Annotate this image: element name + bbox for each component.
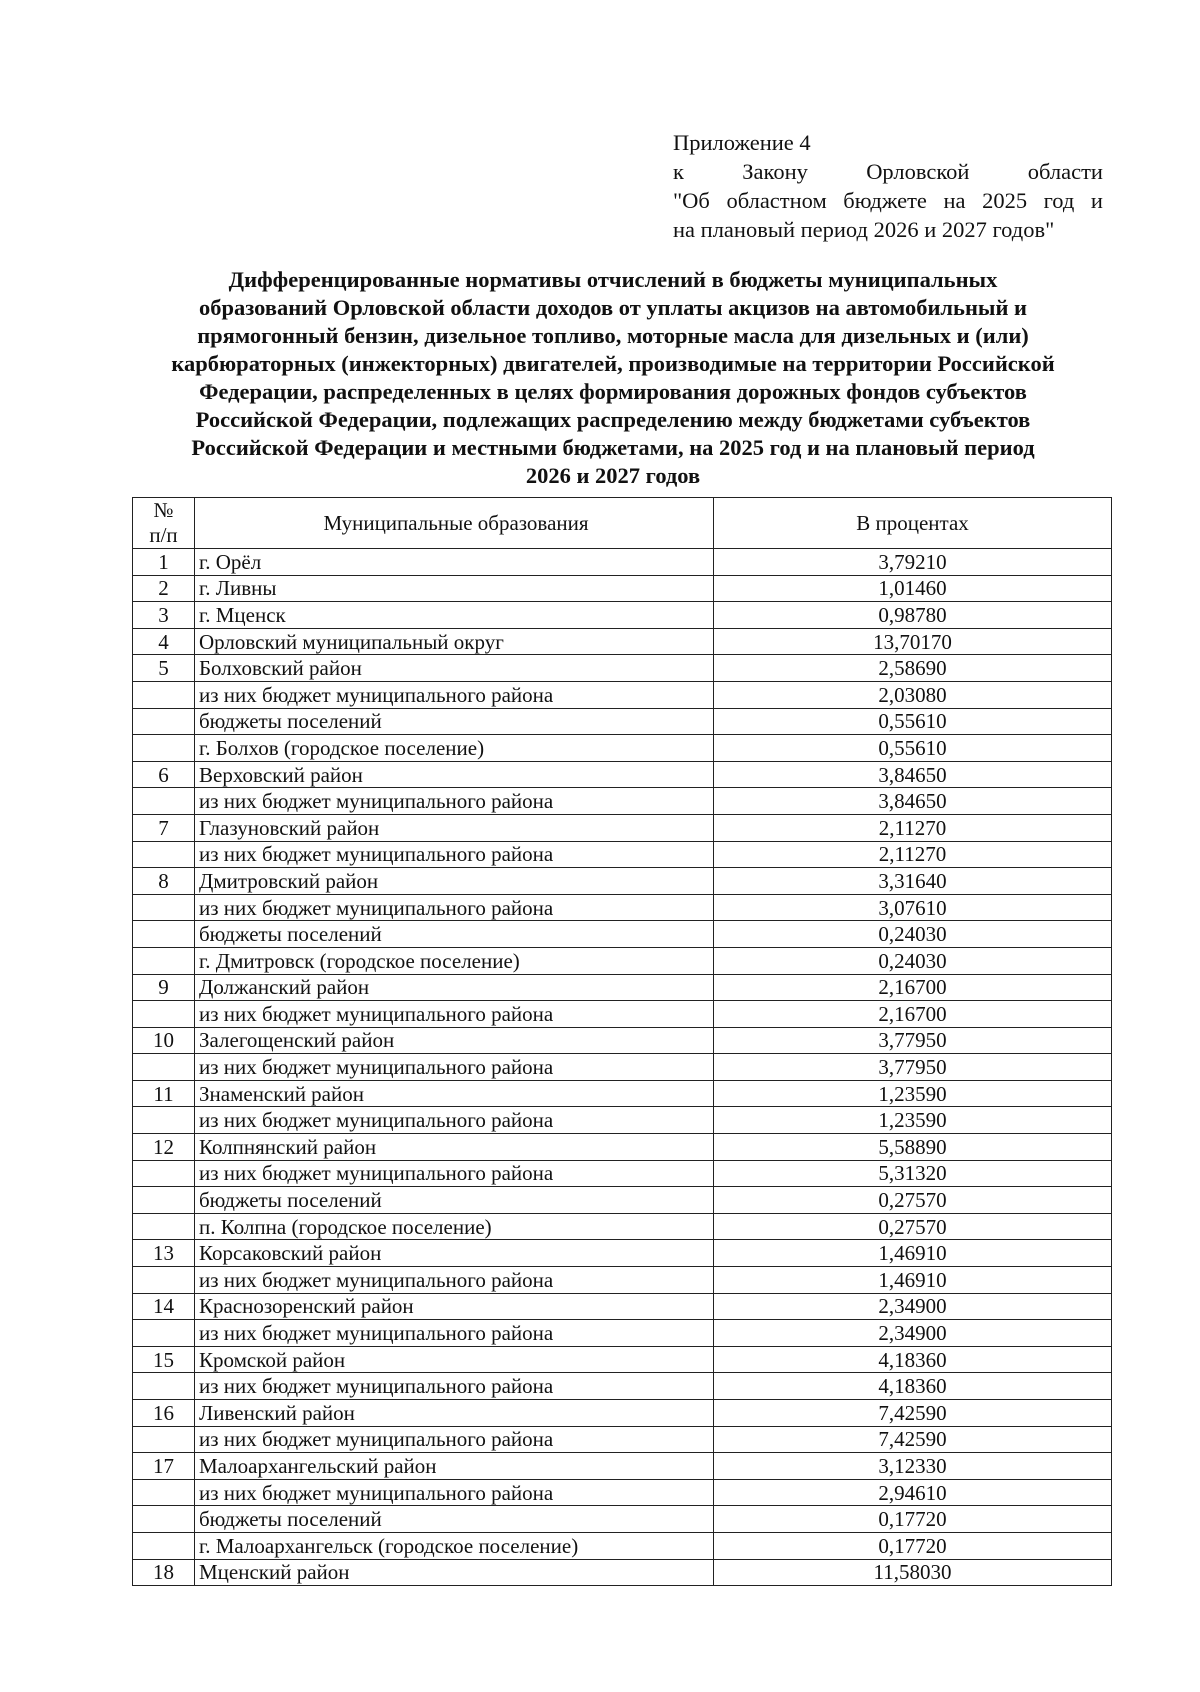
appendix-word: к — [673, 159, 684, 184]
table-row — [133, 1160, 1112, 1187]
row-percent: 2,16700 — [714, 974, 1112, 1001]
header-number-abbr: п/п — [149, 523, 178, 547]
row-percent: 13,70170 — [714, 628, 1112, 655]
row-percent: 1,46910 — [714, 1240, 1112, 1267]
table-row — [133, 788, 1112, 815]
row-municipality: Колпнянский район — [195, 1134, 714, 1161]
norms-table — [132, 497, 1112, 1586]
row-percent: 0,55610 — [714, 708, 1112, 735]
row-percent: 2,94610 — [714, 1479, 1112, 1506]
row-municipality: бюджеты поселений — [195, 1187, 714, 1214]
title-line: Российской Федерации, подлежащих распределению между бюджетами субъектов — [195, 407, 1031, 432]
row-municipality: Кромской район — [195, 1346, 714, 1373]
appendix-word: 2025 — [982, 188, 1028, 213]
row-percent: 5,58890 — [714, 1134, 1112, 1161]
row-percent: 2,03080 — [714, 681, 1112, 708]
table-row — [133, 921, 1112, 948]
row-percent: 3,12330 — [714, 1453, 1112, 1480]
row-municipality: из них бюджет муниципального района — [195, 788, 714, 815]
row-number: 2 — [133, 575, 195, 602]
row-number: 11 — [133, 1080, 195, 1107]
row-percent: 0,24030 — [714, 947, 1112, 974]
row-percent: 3,79210 — [714, 549, 1112, 576]
row-percent: 7,42590 — [714, 1426, 1112, 1453]
row-percent: 4,18360 — [714, 1373, 1112, 1400]
table-row — [133, 1373, 1112, 1400]
row-percent: 11,58030 — [714, 1559, 1112, 1586]
row-number — [133, 1426, 195, 1453]
row-percent: 1,23590 — [714, 1080, 1112, 1107]
row-percent: 0,27570 — [714, 1213, 1112, 1240]
row-number: 9 — [133, 974, 195, 1001]
table-row — [133, 628, 1112, 655]
table-row — [133, 1027, 1112, 1054]
appendix-word: области — [1027, 159, 1103, 184]
table-row — [133, 1400, 1112, 1427]
title-line: карбюраторных (инжекторных) двигателей, производимые на территории Российской — [171, 351, 1055, 376]
row-number: 4 — [133, 628, 195, 655]
row-municipality: из них бюджет муниципального района — [195, 1001, 714, 1028]
title-line: Дифференцированные нормативы отчислений в бюджеты муниципальных — [228, 267, 998, 292]
table-row — [133, 708, 1112, 735]
row-percent: 2,34900 — [714, 1293, 1112, 1320]
row-municipality: из них бюджет муниципального района — [195, 1160, 714, 1187]
row-percent: 2,11270 — [714, 841, 1112, 868]
row-number: 14 — [133, 1293, 195, 1320]
row-number — [133, 1001, 195, 1028]
row-municipality: Глазуновский район — [195, 814, 714, 841]
title-line: Российской Федерации и местными бюджетами, на 2025 год и на плановый период — [191, 435, 1035, 460]
row-number — [133, 1160, 195, 1187]
document-title — [120, 266, 1106, 490]
row-municipality: Краснозоренский район — [195, 1293, 714, 1320]
row-percent: 3,84650 — [714, 761, 1112, 788]
row-percent: 0,17720 — [714, 1532, 1112, 1559]
table-row — [133, 1001, 1112, 1028]
row-number — [133, 1054, 195, 1081]
appendix-word: бюджете — [843, 188, 927, 213]
row-municipality: из них бюджет муниципального района — [195, 1426, 714, 1453]
row-number: 17 — [133, 1453, 195, 1480]
table-row — [133, 1506, 1112, 1533]
row-percent: 2,11270 — [714, 814, 1112, 841]
row-municipality: п. Колпна (городское поселение) — [195, 1213, 714, 1240]
table-row — [133, 841, 1112, 868]
appendix-word: Орловской — [866, 159, 970, 184]
table-row — [133, 575, 1112, 602]
table-row — [133, 1346, 1112, 1373]
row-percent: 1,23590 — [714, 1107, 1112, 1134]
row-municipality: Верховский район — [195, 761, 714, 788]
row-municipality: из них бюджет муниципального района — [195, 1479, 714, 1506]
row-number — [133, 921, 195, 948]
row-number — [133, 947, 195, 974]
row-number — [133, 735, 195, 762]
table-row — [133, 947, 1112, 974]
row-number: 3 — [133, 602, 195, 629]
row-number — [133, 841, 195, 868]
row-municipality: Ливенский район — [195, 1400, 714, 1427]
row-number — [133, 681, 195, 708]
row-number — [133, 1506, 195, 1533]
row-percent: 0,55610 — [714, 735, 1112, 762]
table-row — [133, 1213, 1112, 1240]
row-number: 15 — [133, 1346, 195, 1373]
row-percent: 0,17720 — [714, 1506, 1112, 1533]
row-municipality: г. Болхов (городское поселение) — [195, 735, 714, 762]
row-percent: 3,77950 — [714, 1054, 1112, 1081]
header-percent: В процентах — [714, 498, 1112, 549]
table-row — [133, 1187, 1112, 1214]
row-percent: 5,31320 — [714, 1160, 1112, 1187]
row-percent: 3,84650 — [714, 788, 1112, 815]
row-number — [133, 1187, 195, 1214]
row-percent: 7,42590 — [714, 1400, 1112, 1427]
row-number — [133, 788, 195, 815]
row-number: 10 — [133, 1027, 195, 1054]
table-row — [133, 602, 1112, 629]
row-municipality: из них бюджет муниципального района — [195, 681, 714, 708]
appendix-word: и — [1090, 188, 1103, 213]
row-number — [133, 1213, 195, 1240]
row-number: 18 — [133, 1559, 195, 1586]
row-municipality: из них бюджет муниципального района — [195, 1373, 714, 1400]
appendix-header — [673, 128, 1103, 244]
appendix-word: на — [943, 188, 966, 213]
table-row — [133, 814, 1112, 841]
table-row — [133, 1107, 1112, 1134]
title-line: Федерации, распределенных в целях формирования дорожных фондов субъектов — [199, 379, 1027, 404]
row-percent: 3,31640 — [714, 868, 1112, 895]
row-number: 12 — [133, 1134, 195, 1161]
table-row — [133, 1453, 1112, 1480]
row-municipality: бюджеты поселений — [195, 708, 714, 735]
row-municipality: Мценский район — [195, 1559, 714, 1586]
row-number: 13 — [133, 1240, 195, 1267]
row-percent: 0,24030 — [714, 921, 1112, 948]
row-number: 8 — [133, 868, 195, 895]
table-row — [133, 868, 1112, 895]
row-number — [133, 1532, 195, 1559]
row-municipality: г. Ливны — [195, 575, 714, 602]
row-municipality: Корсаковский район — [195, 1240, 714, 1267]
row-municipality: г. Малоархангельск (городское поселение) — [195, 1532, 714, 1559]
row-municipality: из них бюджет муниципального района — [195, 1320, 714, 1347]
header-municipality: Муниципальные образования — [195, 498, 714, 549]
table-row — [133, 1426, 1112, 1453]
row-percent: 1,01460 — [714, 575, 1112, 602]
appendix-number: Приложение 4 — [673, 130, 811, 155]
row-municipality: Дмитровский район — [195, 868, 714, 895]
table-row — [133, 549, 1112, 576]
row-percent: 0,98780 — [714, 602, 1112, 629]
row-number: 7 — [133, 814, 195, 841]
table-row — [133, 735, 1112, 762]
row-municipality: бюджеты поселений — [195, 1506, 714, 1533]
row-municipality: Болховский район — [195, 655, 714, 682]
table-row — [133, 1267, 1112, 1294]
row-municipality: Залегощенский район — [195, 1027, 714, 1054]
title-line: образований Орловской области доходов от уплаты акцизов на автомобильный и — [198, 295, 1028, 320]
header-number-symbol: № — [153, 498, 174, 522]
table-body — [133, 549, 1112, 1586]
row-municipality: из них бюджет муниципального района — [195, 1107, 714, 1134]
row-municipality: Должанский район — [195, 974, 714, 1001]
row-percent: 4,18360 — [714, 1346, 1112, 1373]
row-municipality: Малоархангельский район — [195, 1453, 714, 1480]
row-municipality: Орловский муниципальный округ — [195, 628, 714, 655]
row-municipality: из них бюджет муниципального района — [195, 894, 714, 921]
table-row — [133, 1479, 1112, 1506]
row-number — [133, 708, 195, 735]
table-row — [133, 1240, 1112, 1267]
row-municipality: г. Дмитровск (городское поселение) — [195, 947, 714, 974]
appendix-word: Закону — [742, 159, 808, 184]
row-percent: 3,77950 — [714, 1027, 1112, 1054]
table-row — [133, 1293, 1112, 1320]
row-number — [133, 894, 195, 921]
table-row — [133, 974, 1112, 1001]
appendix-law-title-line — [673, 186, 1103, 215]
appendix-word: "Об — [673, 188, 710, 213]
row-percent: 2,16700 — [714, 1001, 1112, 1028]
row-number — [133, 1479, 195, 1506]
row-municipality: из них бюджет муниципального района — [195, 1267, 714, 1294]
table-row — [133, 655, 1112, 682]
row-number — [133, 1107, 195, 1134]
row-municipality: г. Мценск — [195, 602, 714, 629]
appendix-word: областном — [726, 188, 827, 213]
row-municipality: Знаменский район — [195, 1080, 714, 1107]
row-percent: 0,27570 — [714, 1187, 1112, 1214]
title-line: 2026 и 2027 годов — [525, 463, 701, 488]
row-percent: 2,58690 — [714, 655, 1112, 682]
table-header-row — [133, 498, 1112, 549]
row-municipality: г. Орёл — [195, 549, 714, 576]
row-percent: 2,34900 — [714, 1320, 1112, 1347]
row-number: 16 — [133, 1400, 195, 1427]
title-line: прямогонный бензин, дизельное топливо, моторные масла для дизельных и (или) — [197, 323, 1029, 348]
row-number: 1 — [133, 549, 195, 576]
row-number — [133, 1373, 195, 1400]
row-number: 6 — [133, 761, 195, 788]
header-number — [133, 498, 195, 549]
appendix-word: год — [1043, 188, 1075, 213]
table-row — [133, 1532, 1112, 1559]
row-number: 5 — [133, 655, 195, 682]
table-row — [133, 1559, 1112, 1586]
table-row — [133, 761, 1112, 788]
appendix-law-line — [673, 157, 1103, 186]
row-percent: 1,46910 — [714, 1267, 1112, 1294]
row-number — [133, 1267, 195, 1294]
row-percent: 3,07610 — [714, 894, 1112, 921]
row-municipality: бюджеты поселений — [195, 921, 714, 948]
row-number — [133, 1320, 195, 1347]
table-row — [133, 894, 1112, 921]
table-row — [133, 1080, 1112, 1107]
table-row — [133, 1054, 1112, 1081]
table-row — [133, 1320, 1112, 1347]
row-municipality: из них бюджет муниципального района — [195, 1054, 714, 1081]
table-row — [133, 681, 1112, 708]
table-row — [133, 1134, 1112, 1161]
row-municipality: из них бюджет муниципального района — [195, 841, 714, 868]
appendix-period-line: на плановый период 2026 и 2027 годов" — [673, 217, 1055, 242]
